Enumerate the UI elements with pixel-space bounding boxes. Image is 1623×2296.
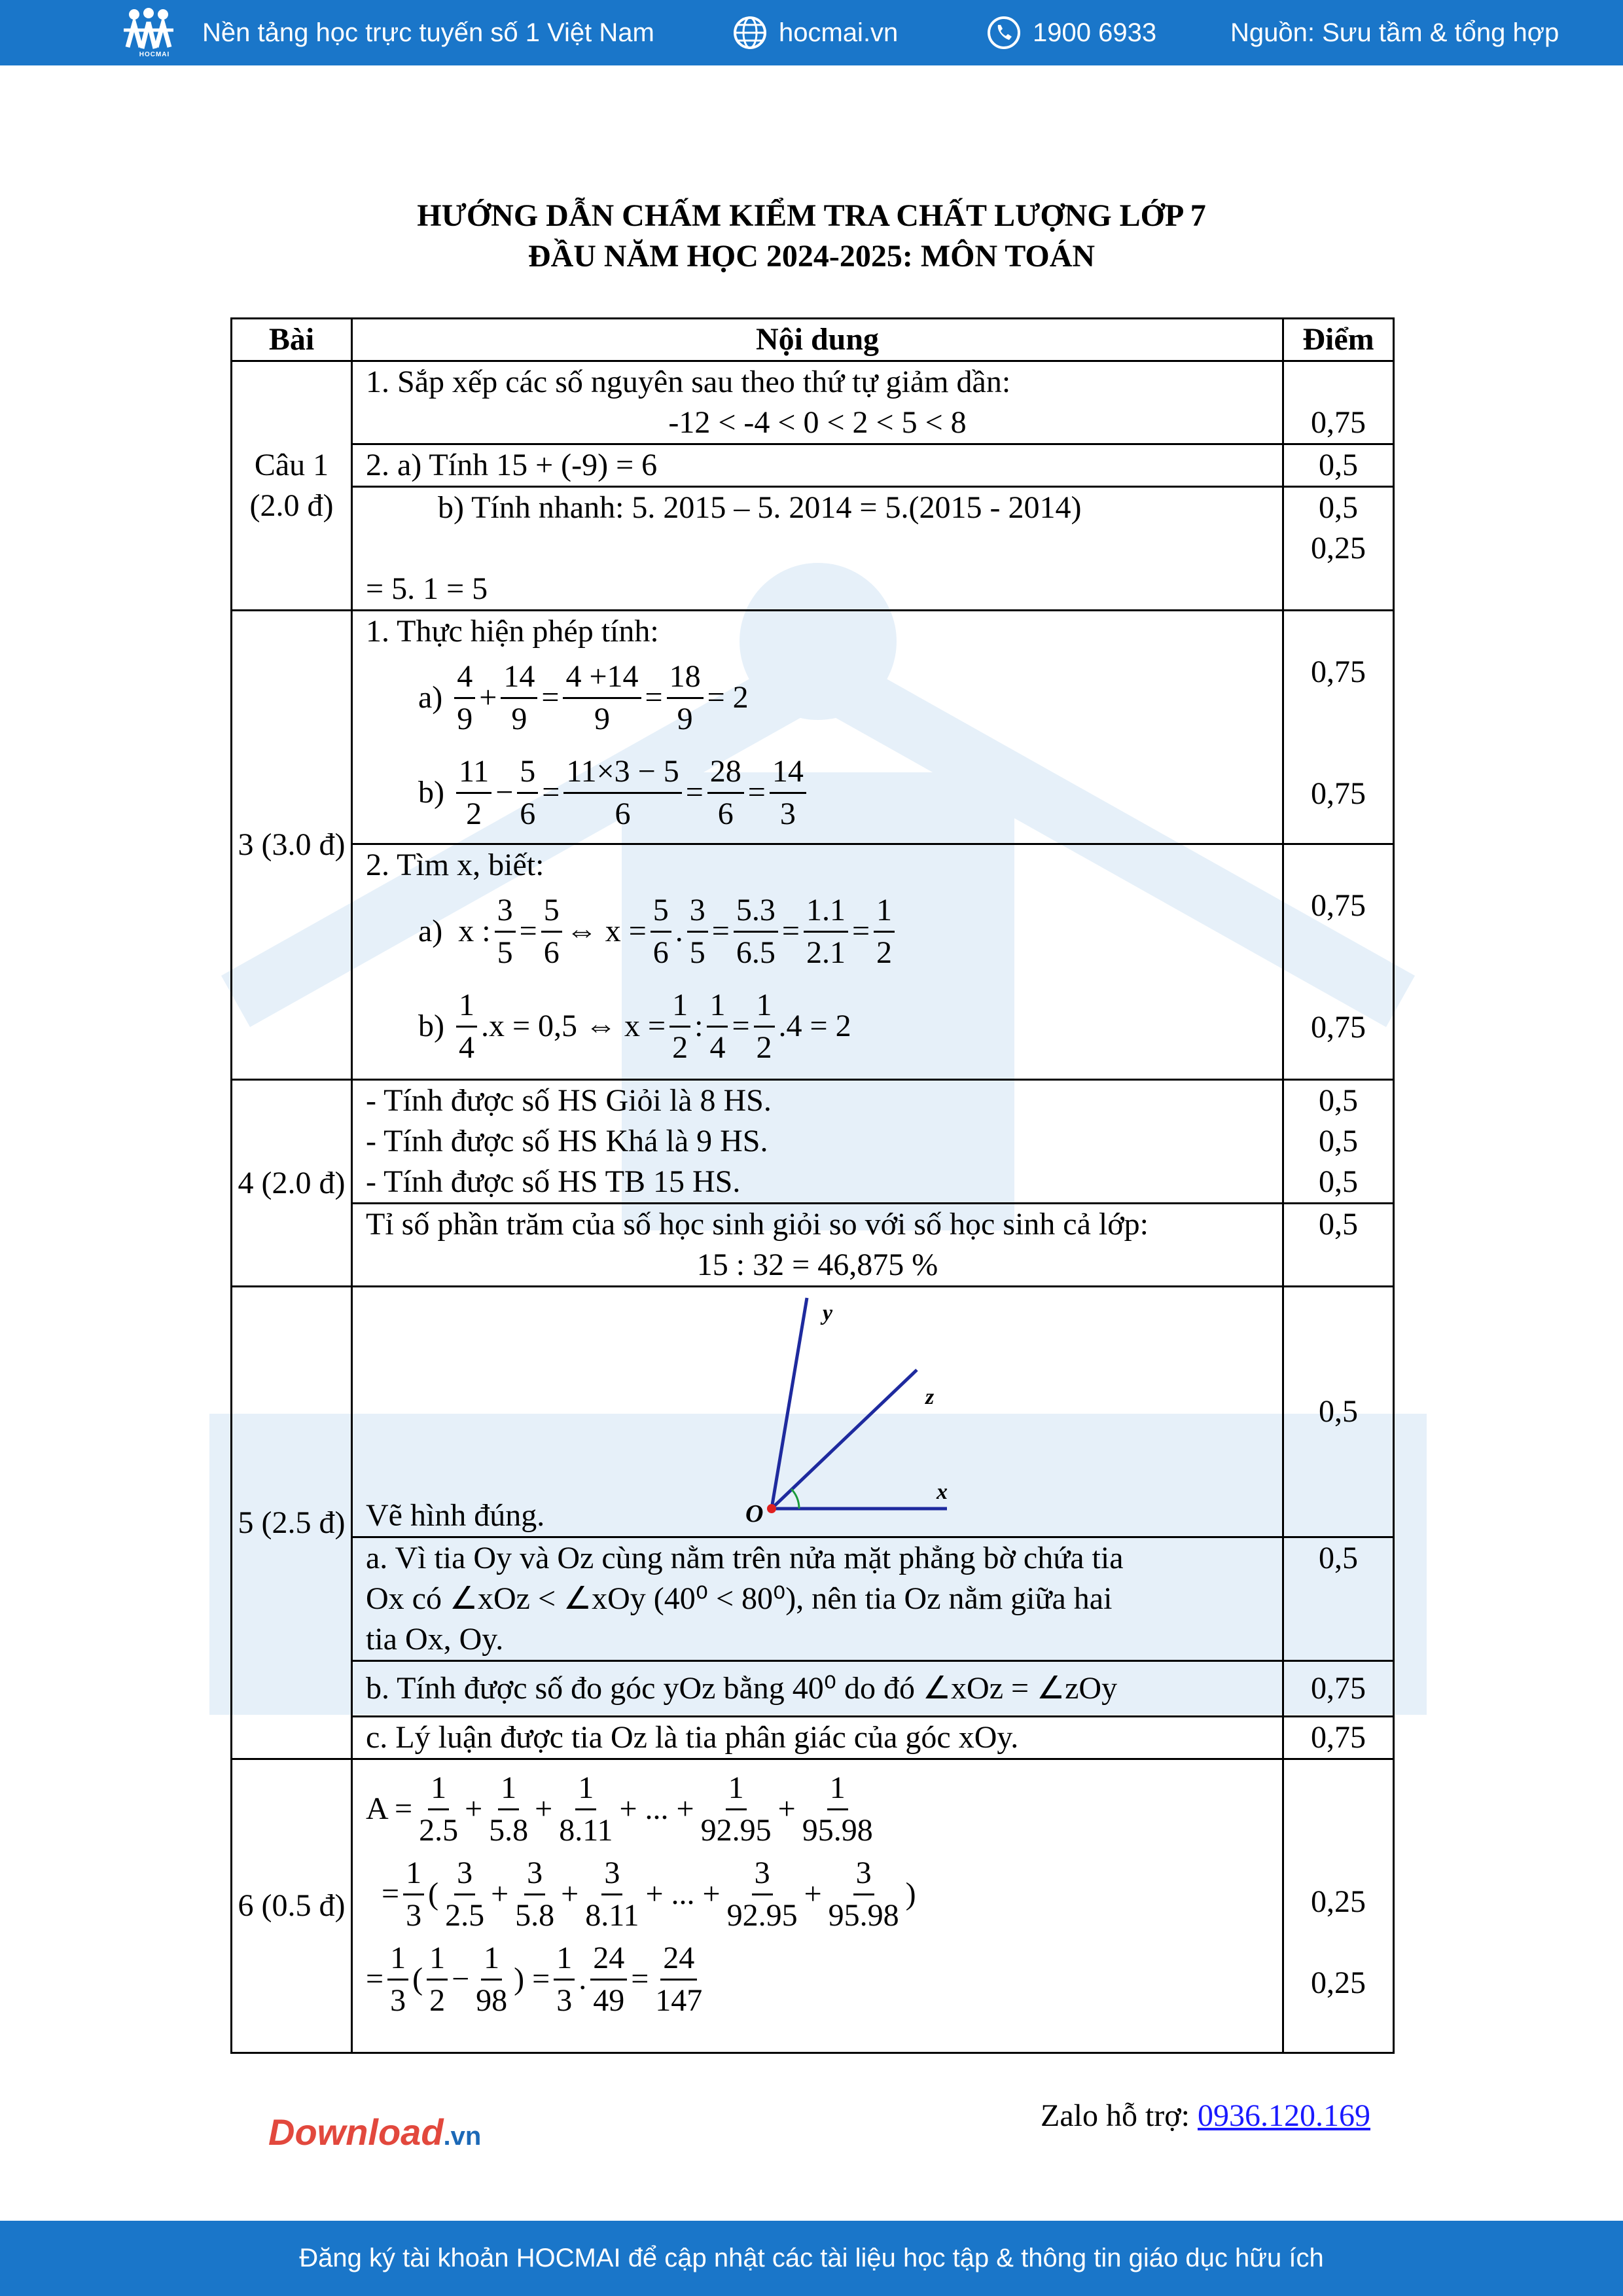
cau4-part1-scores: [1283, 1080, 1394, 1204]
cau1-part2b-score1: 0,5: [1319, 490, 1358, 525]
cau3-part1: [352, 611, 1283, 844]
cau5-figure-cell: [352, 1287, 1283, 1537]
cau4-score2: 0,5: [1319, 1124, 1358, 1158]
cau6-line1: A = $\frac{1}{2.5}$ + $\frac{1}{5.8}$ + $\frac{1}{8.11}$ + ... + $\frac{1}{92.95}$ + $\frac{1}{95.98}$: [366, 1767, 1269, 1852]
cau4-part2: [352, 1204, 1283, 1287]
cau4-line4: Tỉ số phần trăm của số học sinh giỏi so với số học sinh cả lớp:: [366, 1207, 1149, 1242]
eq-label: a): [418, 680, 443, 715]
download-suffix: .vn: [443, 2122, 482, 2151]
cau1-part2b-text: b) Tính nhanh: 5. 2015 – 5. 2014 = 5.(2015 - 2014): [438, 490, 1082, 525]
table-row: [232, 487, 1394, 611]
cau6-line3: = $\frac{1}{3}$ ( $\frac{1}{2}$ − $\frac{1}{98}$ ) = $\frac{1}{3}$ . $\frac{24}{49}$ = $\frac{24}{147}$: [366, 1937, 1269, 2022]
website-text: hocmai.vn: [779, 18, 899, 47]
download-brand: Download: [268, 2111, 444, 2153]
label-z: z: [925, 1385, 935, 1409]
cau5-part-c: c. Lý luận được tia Oz là tia phân giác của góc xOy.: [352, 1717, 1283, 1759]
eq-label: b): [418, 1009, 444, 1043]
phone-text: 1900 6933: [1033, 18, 1157, 47]
header-diem: Điểm: [1283, 319, 1394, 361]
cau4-score1: 0,5: [1319, 1083, 1358, 1118]
source-text: Nguồn: Sưu tầm & tổng hợp: [1230, 18, 1560, 47]
logo-text: HOCMAI: [139, 50, 170, 58]
cau1-part1-score: 0,75: [1283, 361, 1394, 444]
table-row: [232, 1287, 1394, 1537]
cau3-score-a: 0,75: [1311, 655, 1366, 689]
header-bai: Bài: [232, 319, 352, 361]
cau3-part2: [352, 844, 1283, 1080]
cau6-line2: = $\frac{1}{3}$ ( $\frac{3}{2.5}$ + $\frac{3}{5.8}$ + $\frac{3}{8.11}$ + ... + $\frac{3}{92.95}$ + $\frac{3}{95.98}$ ): [366, 1852, 1269, 1937]
cau1-order: -12 < -4 < 0 < 2 < 5 < 8: [668, 405, 967, 440]
cau4-part1: [352, 1080, 1283, 1204]
table-header-row: [232, 319, 1394, 361]
cau1-part2b-scores: [1283, 487, 1394, 611]
cau1-part2a-score: 0,5: [1283, 444, 1394, 487]
website-link[interactable]: [733, 0, 898, 65]
phone-icon: [987, 16, 1021, 50]
cau1-part2b: [352, 487, 1283, 611]
grading-table: [230, 317, 1395, 2054]
cau1-part2b-score2: 0,25: [1311, 531, 1366, 565]
globe-icon: [733, 16, 767, 50]
angle-figure: [700, 1293, 1027, 1528]
table-row: [232, 1204, 1394, 1287]
cau4-line3: - Tính được số HS TB 15 HS.: [366, 1164, 741, 1199]
cau5-a-line2: Ox có ∠xOz < ∠xOy (40⁰ < 80⁰), nên tia Oz nằm giữa hai: [366, 1581, 1113, 1616]
people-logo-icon: [121, 8, 176, 54]
cau4-line2: - Tính được số HS Khá là 9 HS.: [366, 1124, 768, 1158]
cau3-eq-a: a) $\frac{4}{9}$ + $\frac{14}{9}$ = $\frac{4 +14}{9}$ = $\frac{18}{9}$ = 2: [366, 652, 1269, 744]
cau3-part1-title: 1. Thực hiện phép tính:: [366, 614, 659, 649]
phone-link[interactable]: [987, 0, 1156, 65]
origin-point: [767, 1504, 776, 1513]
table-row: [232, 444, 1394, 487]
hocmai-logo[interactable]: [121, 8, 188, 58]
tagline: Nền tảng học trực tuyến số 1 Việt Nam: [202, 18, 654, 47]
cau6-score1: 0,25: [1311, 1884, 1366, 1919]
eq-label: a): [418, 914, 443, 948]
table-row: [232, 361, 1394, 444]
table-row: [232, 1661, 1394, 1717]
cau5-a-line3: tia Ox, Oy.: [366, 1622, 504, 1657]
cau5-b-score: 0,75: [1283, 1661, 1394, 1717]
zalo-support: [1041, 2098, 1370, 2134]
cau5-part-a: [352, 1537, 1283, 1661]
header-noidung: Nội dung: [352, 319, 1283, 361]
cau5-a-score: 0,5: [1283, 1537, 1394, 1661]
cau5-figure-score: 0,5: [1283, 1287, 1394, 1537]
zalo-phone-link[interactable]: 0936.120.169: [1198, 2098, 1370, 2133]
cau1-part2b-result: = 5. 1 = 5: [366, 571, 488, 606]
table-row: [232, 1080, 1394, 1204]
table-row: [232, 1759, 1394, 2053]
table-row: [232, 844, 1394, 1080]
label-y: y: [823, 1301, 833, 1325]
cau3-score-c: 0,75: [1311, 888, 1366, 923]
zalo-label: Zalo hỗ trợ:: [1041, 2098, 1190, 2133]
label-o: O: [745, 1500, 764, 1528]
document-title-line2: ĐẦU NĂM HỌC 2024-2025: MÔN TOÁN: [527, 239, 1096, 274]
cau1-label: Câu 1 (2.0 đ): [232, 361, 352, 611]
cau3-score-d: 0,75: [1311, 1010, 1366, 1045]
document-title-line1: HƯỚNG DẪN CHẤM KIỂM TRA CHẤT LƯỢNG LỚP 7: [417, 198, 1206, 233]
cau6-content: [352, 1759, 1283, 2053]
ray-oy: [772, 1298, 807, 1509]
cau6-scores: [1283, 1759, 1394, 2053]
eq-label: b): [418, 775, 444, 810]
top-banner: [0, 0, 1623, 65]
angle-arc: [791, 1489, 799, 1509]
table-row: [232, 611, 1394, 844]
cau3-eq-b: b) $\frac{11}{2}$ − $\frac{5}{6}$ = $\frac{11\times 3 - 5}{6}$ = $\frac{28}{6}$ = $\frac{14}{3}$: [366, 744, 1269, 842]
figure-caption: Vẽ hình đúng.: [366, 1498, 545, 1533]
bottom-banner[interactable]: [0, 2221, 1623, 2296]
cau4-score3: 0,5: [1319, 1164, 1358, 1199]
cau3-part2-title: 2. Tìm x, biết:: [366, 848, 544, 882]
label-x: x: [936, 1480, 948, 1504]
cau1-part1: [352, 361, 1283, 444]
cau3-part1-scores: [1283, 611, 1394, 844]
download-vn-logo[interactable]: [268, 2111, 481, 2153]
cau4-label: 4 (2.0 đ): [232, 1080, 352, 1287]
table-row: [232, 1537, 1394, 1661]
cau6-score2: 0,25: [1311, 1965, 1366, 2000]
ray-oz: [772, 1370, 917, 1509]
cau3-score-b: 0,75: [1311, 776, 1366, 811]
cau1-part2a: 2. a) Tính 15 + (-9) = 6: [352, 444, 1283, 487]
cau3-label: 3 (3.0 đ): [232, 611, 352, 1080]
cau4-score4: 0,5: [1283, 1204, 1394, 1287]
source-note: [1230, 0, 1559, 65]
cau4-line5: 15 : 32 = 46,875 %: [696, 1247, 938, 1282]
cau3-part2-scores: [1283, 844, 1394, 1080]
cau5-a-line1: a. Vì tia Oy và Oz cùng nằm trên nửa mặt phẳng bờ chứa tia: [366, 1541, 1124, 1575]
cau4-line1: - Tính được số HS Giỏi là 8 HS.: [366, 1083, 772, 1118]
cau5-c-score: 0,75: [1283, 1717, 1394, 1759]
brand-block[interactable]: [121, 0, 654, 65]
cau3-eq-d: b) $\frac{1}{4}$ .x = 0,5 ⇔ x = $\frac{1}{2}$ : $\frac{1}{4}$ = $\frac{1}{2}$ .4 = 2: [366, 977, 1269, 1075]
cau1-part1-text: 1. Sắp xếp các số nguyên sau theo thứ tự giảm dần:: [366, 365, 1011, 399]
bottom-banner-text: Đăng ký tài khoản HOCMAI để cập nhật các tài liệu học tập & thông tin giáo dục hữu ích: [299, 2244, 1324, 2272]
table-row: [232, 1717, 1394, 1759]
cau6-label: 6 (0.5 đ): [232, 1759, 352, 2053]
cau5-part-b: b. Tính được số đo góc yOz bằng 40⁰ do đó ∠xOz = ∠zOy: [352, 1661, 1283, 1717]
cau5-label: 5 (2.5 đ): [232, 1287, 352, 1759]
cau3-eq-c: a) x : $\frac{3}{5}$ = $\frac{5}{6}$ ⇔ x = $\frac{5}{6}$ . $\frac{3}{5}$ = $\frac{5.3}{6.5}$ = $\frac{1.1}{2.1}$ = $\frac{1}{2}$: [366, 886, 1269, 977]
